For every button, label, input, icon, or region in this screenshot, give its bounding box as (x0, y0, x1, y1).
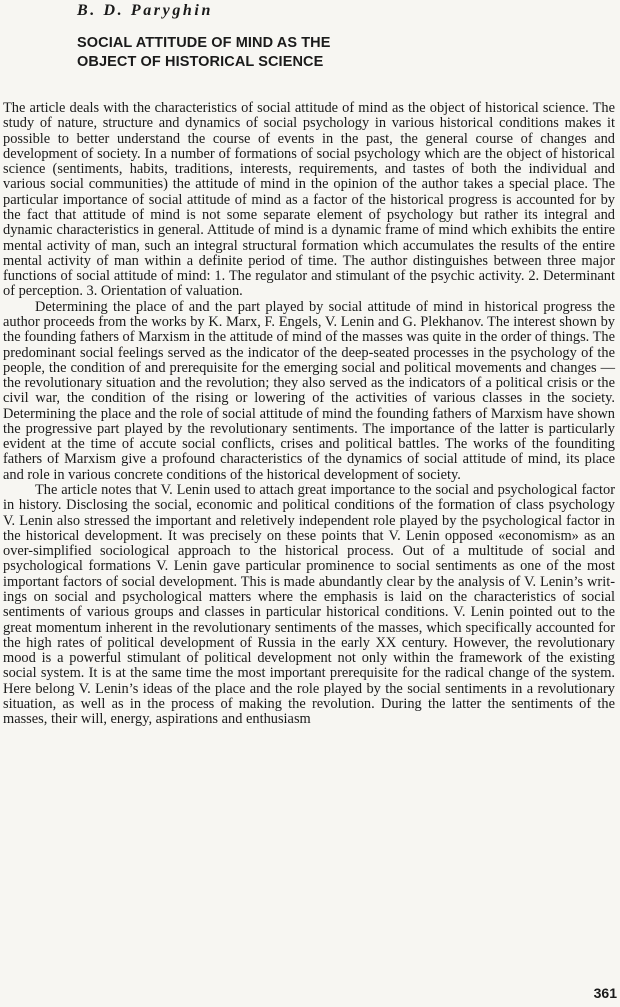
article-body (3, 101, 615, 728)
author-name: B. D. Paryghin (77, 2, 213, 19)
page-number: 361 (593, 985, 617, 1001)
body-paragraph: Determining the place of and the part played by social attitude of mind in historical progress the author proceeds from the works by K. Marx, F. Engels, V. Lenin and G. Plekhanov. The interest shown by the founding fathers of Marxism in the attitude of mind of the masses was quite in the order of things. The predominant social feelings served as the indicator of the deep-seated processes in the psychology of the people, the condition of and prerequisite for the emerging social and political movements and changes — the revolutionary situation and the revolution; they also served as the indicators of a political crisis or the civil war, the condition of the rising or lowering of the activities of various classes in the society. Determining the place and the role of social attitude of mind the founding fathers of Marxism have shown the progressive part played by the revolutionary sentiments. The importance of the latter is particularly evident at the time of accute social conflicts, crises and political battles. The works of the founditing fathers of Marxism give a profound characteristics of the dynamics of social attitude of mind, its place and role in various concrete conditions of the historical development of society. (3, 298, 615, 483)
body-paragraph: The article notes that V. Lenin used to attach great importance to the social and psychological factor in history. Disclosing the social, economic and political conditions of the formation of class psychology V. Lenin also stressed the important and reletively independent role played by the psychological factor in the historical development. It was precisely on these points that V. Lenin opposed «economism» as an over-simplified sociological approach to the historical process. Out of a multitude of social and psychological formations V. Lenin gave particular prominence to social sentiments as one of the most important factors of social development. This is made abundantly clear by the analysis of V. Lenin’s writings on social and psychological matters where the emphasis is laid on the characteristics of social sentiments of various groups and classes in particular historical conditions. V. Lenin pointed out to the great momentum inherent in the revolutionary sentiments of the masses, which specifically accounted for the high rates of political development of Russia in the early XX century. However, the revolutionary mood is a powerful stimulant of political development not only within the framework of the existing social system. It is at the same time the most important prerequisite for the radical change of the system. Here belong V. Lenin’s ideas of the place and the role played by the social sentiments in a revolutionary situation, as well as in the process of making the revolution. During the latter the sentiments of the masses, their will, energy, aspirations and enthusiasm (3, 482, 615, 728)
body-paragraph: The article deals with the characteristics of social attitude of mind as the object of historical science. The study of nature, structure and dynamics of social psychology in various historical conditions makes it possible to better understand the course of events in the past, the general course of changes and development of society. In a number of formations of social psychology which are the object of historical science (sentiments, habits, traditions, interests, requirements, and tastes of both the individual and various social communities) the attitude of mind in the opinion of the author takes a special place. The particular importance of social attitude of mind as a factor of the historical progress is accounted for by the fact that attitude of mind is not some separate element of psychology but rather its integral and dynamic characteristics in general. Attitude of mind is a dynamic frame of mind which exhibits the entire mental activity of man, such an integral structural formation which accumulates the results of the entire mental activity of man within a definite period of time. The author distinguishes between three major functions of social attitude of mind: 1. The regulator and stimulant of the psychic activity. 2. Determinant of perception. 3. Orientation of valuation. (3, 100, 615, 300)
article-title (77, 34, 331, 72)
article-title-line: SOCIAL ATTITUDE OF MIND AS THE (77, 35, 331, 51)
article-title-line: OBJECT OF HISTORICAL SCIENCE (77, 54, 324, 70)
